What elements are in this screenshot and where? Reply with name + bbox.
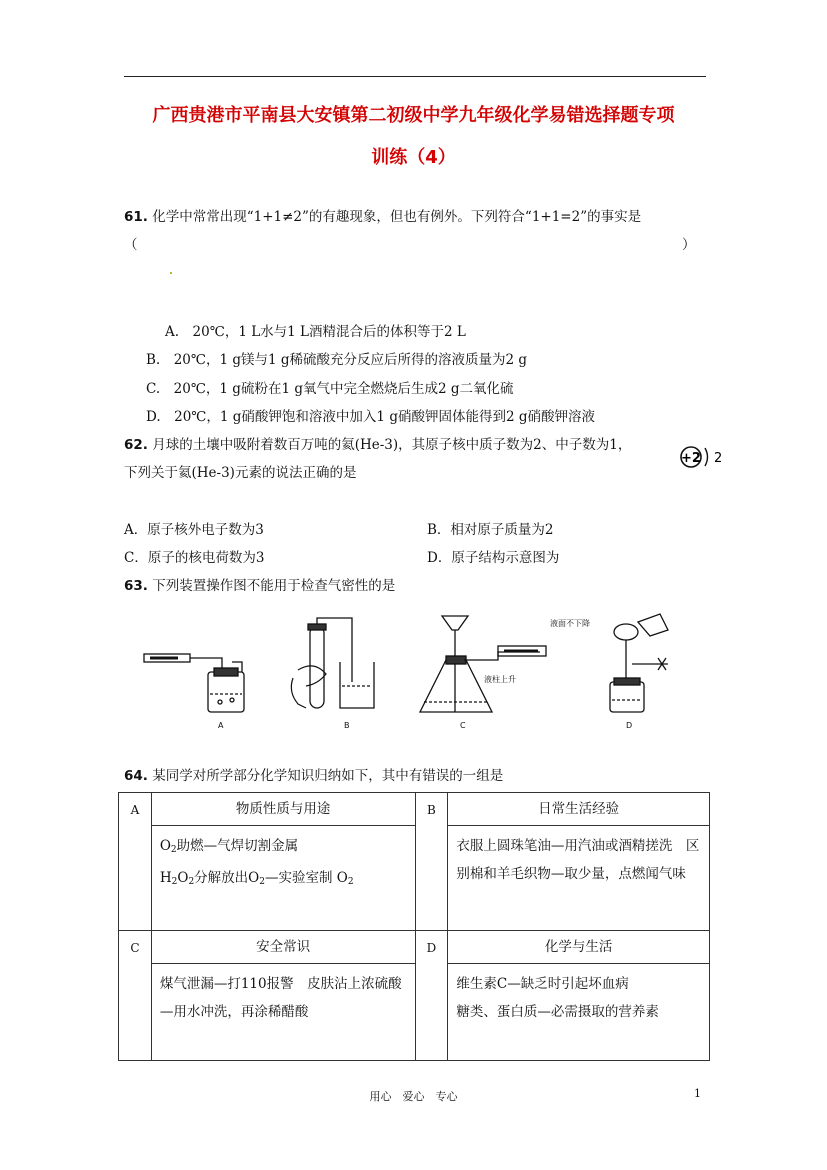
- answer-paren-open: （: [124, 237, 138, 253]
- option-62-a: A．原子核外电子数为3: [124, 522, 264, 538]
- figure-label-a: A: [218, 721, 224, 730]
- cell-d-body: [448, 964, 709, 1060]
- cell-d-line2: 糖类、蛋白质—必需摄取的营养素: [456, 1004, 659, 1020]
- cell-letter-d: D: [415, 931, 448, 1061]
- cell-letter-a: A: [119, 793, 152, 931]
- cell-a-line1: $O_2$助燃—气焊切割金属: [159, 838, 299, 855]
- question-number: 62.: [124, 437, 148, 453]
- cell-a-heading: 物质性质与用途: [152, 793, 415, 826]
- knowledge-table: [118, 792, 710, 1061]
- option-62-d: D．原子结构示意图为: [427, 550, 560, 566]
- option-61-c: C. 20℃，1 g硫粉在1 g氧气中完全燃烧后生成2 g二氧化硫: [146, 381, 514, 397]
- question-number: 63.: [124, 578, 148, 594]
- flask-c: [420, 660, 492, 712]
- question-61: [124, 205, 641, 225]
- cell-a-body: [152, 826, 415, 930]
- page-footer: 用心 爱心 专心: [369, 1090, 458, 1103]
- nucleus-charge: +2: [681, 451, 701, 466]
- beaker-b: [340, 662, 374, 708]
- cell-a-line2: $H_2O_2$分解放出$O_2—$实验室制 $O_2$: [159, 870, 354, 887]
- cell-letter-c: C: [119, 931, 152, 1061]
- cell-a: [151, 793, 415, 931]
- cell-b: [448, 793, 710, 931]
- shell-electrons: 2: [714, 451, 722, 466]
- option-62-c: C．原子的核电荷数为3: [124, 550, 265, 566]
- option-61-d: D. 20℃，1 g硝酸钾饱和溶液中加入1 g硝酸钾固体能得到2 g硝酸钾溶液: [146, 409, 595, 425]
- separatory-funnel-d: [614, 624, 638, 640]
- figure-label-c: C: [460, 721, 466, 730]
- apparatus-b: [291, 618, 374, 708]
- cell-c-body: 煤气泄漏—打110报警 皮肤沾上浓硫酸—用水冲洗，再涂稀醋酸: [159, 976, 402, 1020]
- label-liquid-rise: 液柱上升: [484, 675, 516, 684]
- table-row: [119, 793, 710, 931]
- apparatus-figure: [138, 612, 698, 740]
- speck-mark: [170, 272, 172, 274]
- question-63: [124, 574, 395, 594]
- question-text: 某同学对所学部分化学知识归纳如下，其中有错误的一组是: [152, 768, 504, 784]
- electron-shell-arc: [705, 448, 708, 466]
- figure-label-b: B: [344, 721, 350, 730]
- cell-d: [448, 931, 710, 1061]
- option-61-a: A. 20℃，1 L水与1 L酒精混合后的体积等于2 L: [165, 324, 466, 340]
- bottle-a: [208, 672, 244, 712]
- page-title-line2: 训练（4）: [371, 147, 456, 168]
- cell-d-line1: 维生素C—缺乏时引起坏血病: [456, 976, 629, 992]
- table-row: [119, 931, 710, 1061]
- atom-structure-diagram: [676, 440, 722, 474]
- question-62: [124, 433, 631, 453]
- cell-d-heading: 化学与生活: [448, 931, 709, 964]
- apparatus-d: [610, 614, 668, 712]
- page-title-line1: 广西贵港市平南县大安镇第二初级中学九年级化学易错选择题专项: [152, 105, 675, 126]
- label-level-steady: 液面不下降: [550, 619, 590, 628]
- cell-b-heading: 日常生活经验: [448, 793, 709, 826]
- page-number: 1: [694, 1087, 701, 1100]
- cell-letter-b: B: [415, 793, 448, 931]
- apparatus-c: [420, 616, 546, 712]
- funnel-c: [442, 616, 468, 630]
- figure-label-d: D: [626, 721, 633, 730]
- question-number: 64.: [124, 768, 148, 784]
- pouring-beaker-d: [638, 614, 668, 636]
- header-rule: [124, 76, 706, 77]
- question-number: 61.: [124, 209, 148, 225]
- answer-paren-close: ）: [682, 237, 696, 253]
- option-61-b: B. 20℃，1 g镁与1 g稀硫酸充分反应后所得的溶液质量为2 g: [146, 352, 528, 368]
- question-text: 月球的土壤中吸附着数百万吨的氦(He-3)，其原子核中质子数为2、中子数为1，: [152, 437, 632, 453]
- option-62-b: B．相对原子质量为2: [427, 522, 554, 538]
- cell-b-body: 衣服上圆珠笔油—用汽油或酒精搓洗 区别棉和羊毛织物—取少量，点燃闻气味: [456, 838, 700, 882]
- question-text: 下列装置操作图不能用于检查气密性的是: [152, 578, 396, 594]
- cell-c-heading: 安全常识: [152, 931, 415, 964]
- apparatus-a: [144, 654, 244, 712]
- bottle-d: [610, 682, 644, 712]
- question-62-line2: 下列关于氦(He-3)元素的说法正确的是: [124, 465, 357, 481]
- question-text: 化学中常常出现“1+1≠2”的有趣现象，但也有例外。下列符合“1+1=2”的事实是: [152, 209, 642, 225]
- question-64: [124, 764, 503, 784]
- cell-c: [151, 931, 415, 1061]
